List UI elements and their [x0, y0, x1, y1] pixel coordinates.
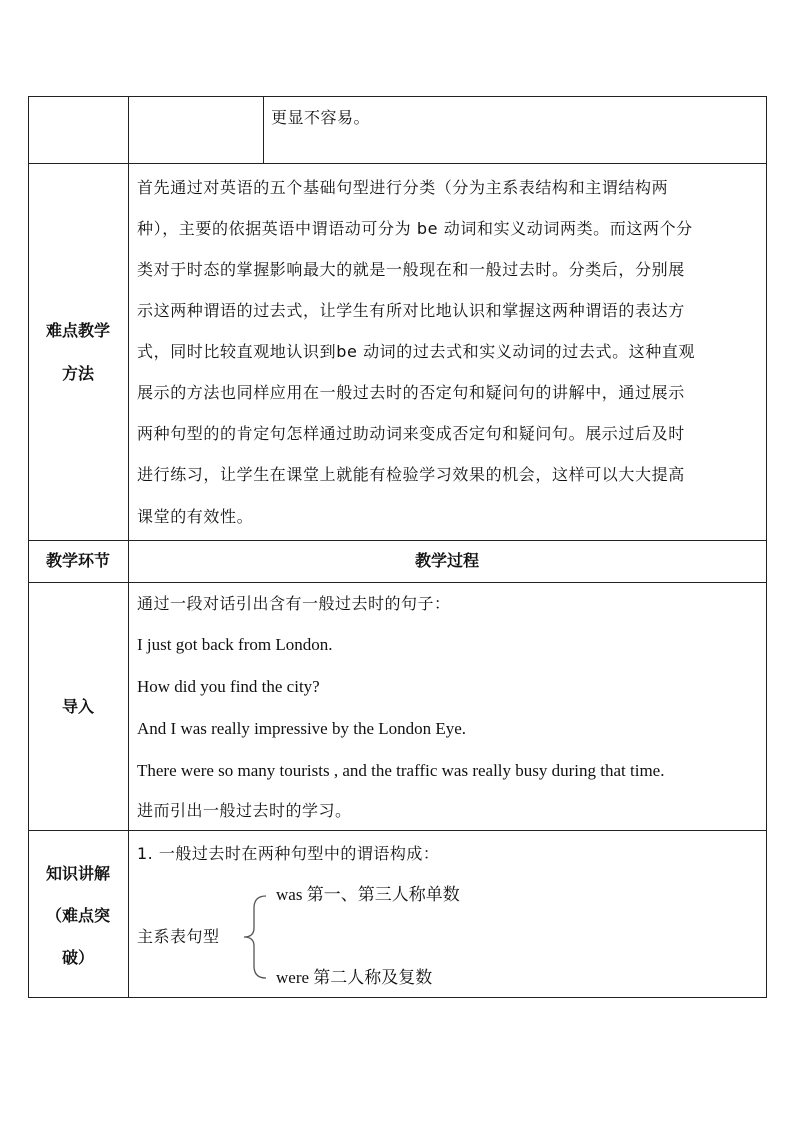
method-line: 示这两种谓语的过去式，让学生有所对比地认识和掌握这两种谓语的表达方 [137, 301, 685, 320]
method-line: 类对于时态的掌握影响最大的就是一般现在和一般过去时。分类后，分别展 [137, 260, 685, 279]
difficulty-method-label-2: 方法 [61, 364, 94, 383]
method-line: 课堂的有效性。 [137, 507, 254, 526]
intro-line: 进而引出一般过去时的学习。 [137, 801, 352, 820]
method-line: 进行练习，让学生在课堂上就能有检验学习效果的机会，这样可以大大提高 [137, 465, 685, 484]
intro-label: 导入 [61, 697, 94, 716]
branch-was: was 第一、第三人称单数 [276, 885, 460, 904]
table-border-inner-top [263, 96, 264, 164]
table-border-right [766, 96, 767, 998]
method-line: 式，同时比较直观地认识到be 动词的过去式和实义动词的过去式。这种直观 [137, 342, 696, 361]
branch-were: were 第二人称及复数 [276, 968, 433, 987]
continued-text: 更显不容易。 [271, 108, 371, 127]
table-border-row4 [28, 830, 766, 831]
knowledge-label-2: （难点突 [45, 906, 110, 925]
header-teaching-stage: 教学环节 [45, 551, 110, 570]
knowledge-label-3: 破） [61, 948, 94, 967]
table-border-top [28, 96, 766, 97]
method-line: 种），主要的依据英语中谓语动可分为 be 动词和实义动词两类。而这两个分 [137, 219, 693, 238]
method-line: 展示的方法也同样应用在一般过去时的否定句和疑问句的讲解中，通过展示 [137, 383, 685, 402]
knowledge-heading: 1. 一般过去时在两种句型中的谓语构成： [137, 844, 440, 863]
table-border-col1 [128, 96, 129, 998]
intro-line: How did you find the city? [137, 677, 320, 696]
table-border-row2 [28, 540, 766, 541]
intro-line: There were so many tourists , and the traffic was really busy during that time. [137, 761, 665, 780]
table-border-bottom [28, 997, 766, 998]
table-border-row3 [28, 582, 766, 583]
method-line: 首先通过对英语的五个基础句型进行分类（分为主系表结构和主谓结构两 [137, 178, 669, 197]
header-teaching-process: 教学过程 [414, 551, 479, 570]
knowledge-label-1: 知识讲解 [45, 864, 110, 883]
sentence-type-label: 主系表句型 [137, 927, 220, 946]
intro-line: 通过一段对话引出含有一般过去时的句子： [137, 594, 451, 613]
curly-brace-icon [240, 894, 270, 980]
method-line: 两种句型的的肯定句怎样通过助动词来变成否定句和疑问句。展示过后及时 [137, 424, 685, 443]
difficulty-method-label-1: 难点教学 [45, 321, 110, 340]
table-border-row1 [28, 163, 766, 164]
intro-line: I just got back from London. [137, 635, 333, 654]
intro-line: And I was really impressive by the London Eye. [137, 719, 467, 738]
